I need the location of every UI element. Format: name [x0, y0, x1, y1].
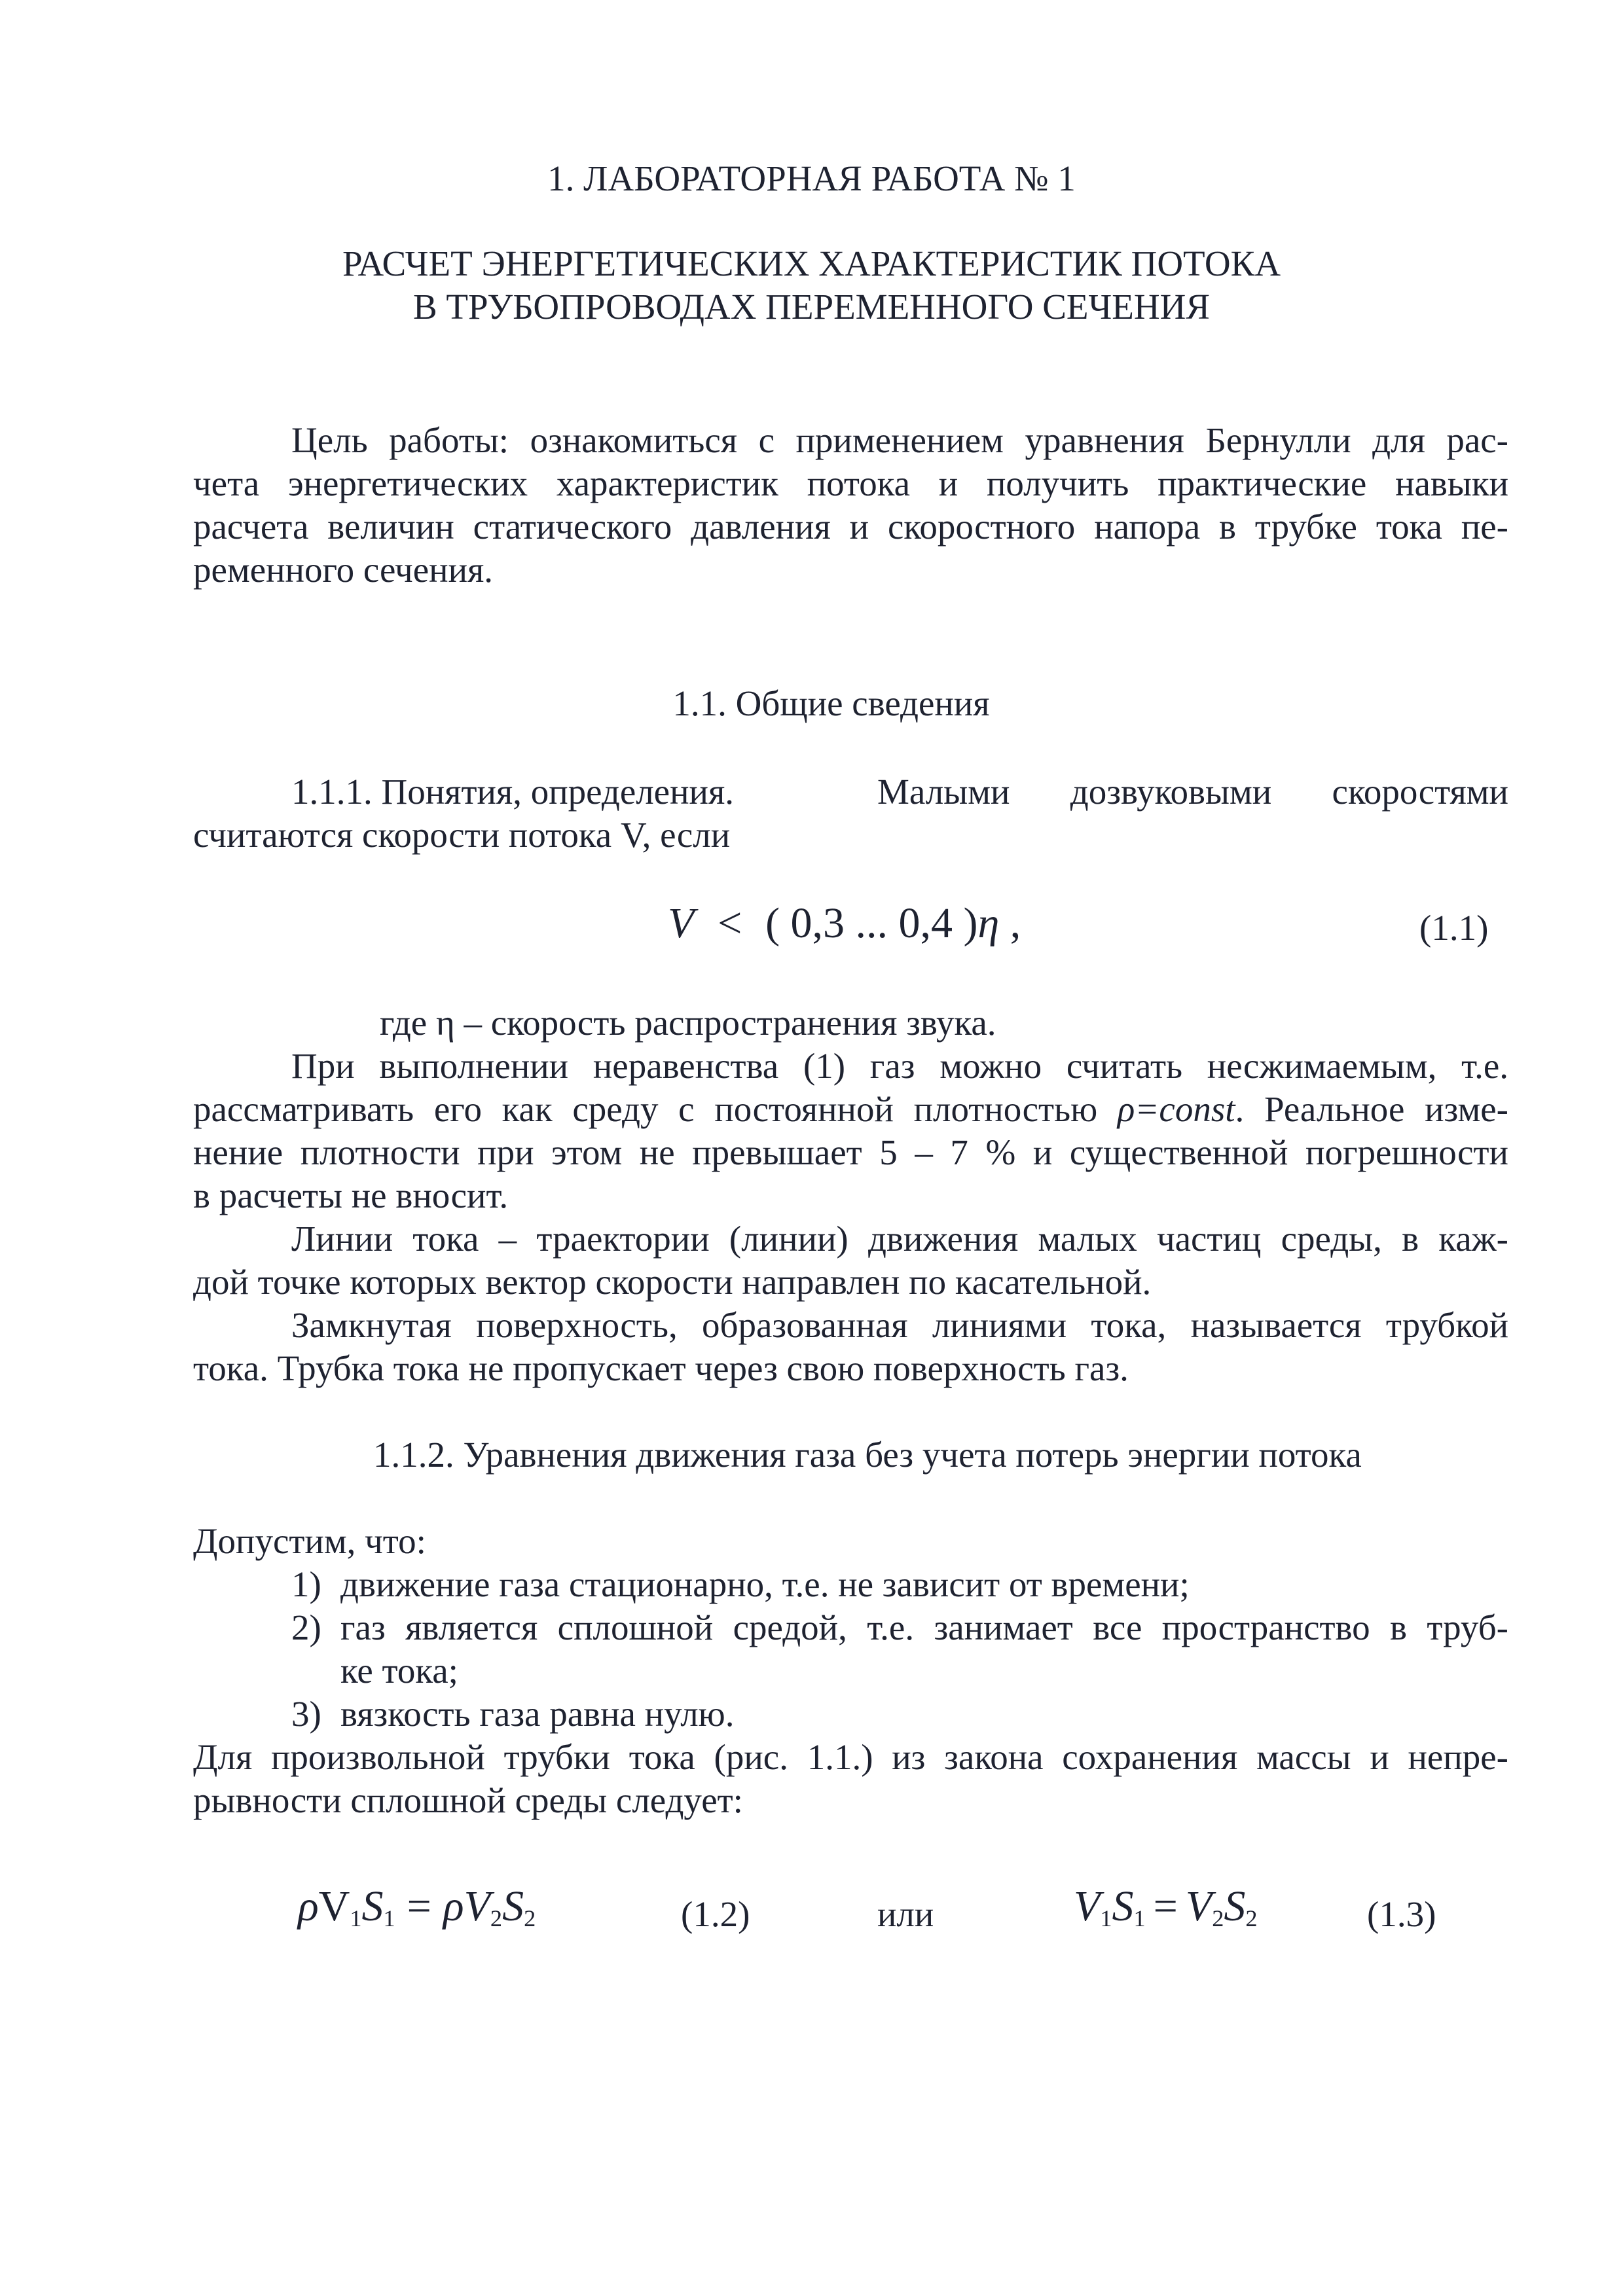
list-number: 2)	[291, 1607, 321, 1647]
paragraph-line: Линии тока – траектории (линии) движения малых частиц среды, в каж-	[291, 1219, 1508, 1259]
equation-number-1-1: (1.1)	[1419, 908, 1489, 948]
section-heading-1-1: 1.1. Общие сведения	[672, 683, 990, 723]
list-number: 3)	[291, 1694, 321, 1734]
paragraph-line: тока. Трубка тока не пропускает через свою поверхность газ.	[193, 1348, 1129, 1388]
eq-range: ( 0,3 ... 0,4 )	[765, 899, 978, 947]
section-heading-1-1-2: 1.1.2. Уравнения движения газа без учета потерь энергии потока	[373, 1435, 1362, 1475]
equation-1-2: $\rho V_1S_1 = \rho V_2S_2$	[298, 1882, 536, 1932]
goal-line-4: ременного сечения.	[193, 550, 494, 590]
paragraph-line: Замкнутая поверхность, образованная линиями тока, называется трубкой	[291, 1305, 1508, 1345]
subtitle-line-2: В ТРУБОПРОВОДАХ ПЕРЕМЕННОГО СЕЧЕНИЯ	[413, 287, 1210, 327]
list-number: 1)	[291, 1564, 321, 1604]
paragraph-line: рывности сплошной среды следует:	[193, 1780, 743, 1820]
eq-var-v: V	[668, 899, 695, 947]
equation-1-1	[668, 899, 1021, 947]
paragraph-line: Для произвольной трубки тока (рис. 1.1.) из закона сохранения массы и непре-	[193, 1737, 1508, 1777]
eq-comma: ,	[999, 899, 1021, 947]
list-item: газ является сплошной средой, т.е. занимает все пространство в труб-	[340, 1607, 1508, 1647]
paragraph-line: При выполнении неравенства (1) газ можно считать несжимаемым, т.е.	[291, 1046, 1508, 1086]
equation-number-1-2: (1.2)	[681, 1894, 750, 1934]
subsection-1-1-1-text: Малыми дозвуковыми скоростями	[877, 772, 1508, 812]
paragraph-line: где η – скорость распространения звука.	[380, 1003, 996, 1043]
goal-line-2: чета энергетических характеристик потока и получить практические навыки	[193, 463, 1508, 503]
paragraph-line: Допустим, что:	[193, 1521, 426, 1561]
list-item-continuation: ке тока;	[340, 1651, 458, 1691]
paragraph-line: считаются скорости потока V, если	[193, 815, 731, 855]
subsection-1-1-1-label: 1.1.1. Понятия, определения.	[291, 772, 735, 812]
paragraph-line: нение плотности при этом не превышает 5 – 7 % и существенной погрешности	[193, 1132, 1508, 1172]
paragraph-line: дой точке которых вектор скорости направлен по касательной.	[193, 1262, 1152, 1302]
subtitle-line-1: РАСЧЕТ ЭНЕРГЕТИЧЕСКИХ ХАРАКТЕРИСТИК ПОТОКА	[342, 243, 1281, 283]
equation-number-1-3: (1.3)	[1367, 1894, 1436, 1934]
eq-less-than: <	[718, 899, 742, 947]
lab-title: 1. ЛАБОРАТОРНАЯ РАБОТА № 1	[547, 158, 1076, 198]
list-item: движение газа стационарно, т.е. не зависит от времени;	[340, 1564, 1190, 1604]
goal-line-3: расчета величин статического давления и скоростного напора в трубке тока пе-	[193, 507, 1508, 547]
or-word: или	[877, 1894, 934, 1934]
paragraph-line: в расчеты не вносит.	[193, 1175, 509, 1215]
eq-eta: η	[977, 899, 1000, 947]
equation-1-3: $V_1S_1 = V_2S_2$	[1074, 1882, 1258, 1932]
list-item: вязкость газа равна нулю.	[340, 1694, 735, 1734]
rho-const: ρ=const	[1117, 1089, 1235, 1129]
text-run: рассматривать его как среду с постоянной плотностью	[193, 1089, 1118, 1129]
paragraph-line	[193, 1088, 1508, 1131]
goal-line-1: Цель работы: ознакомиться с применением уравнения Бернулли для рас-	[291, 420, 1508, 460]
text-run: . Реальное изме-	[1235, 1089, 1508, 1129]
